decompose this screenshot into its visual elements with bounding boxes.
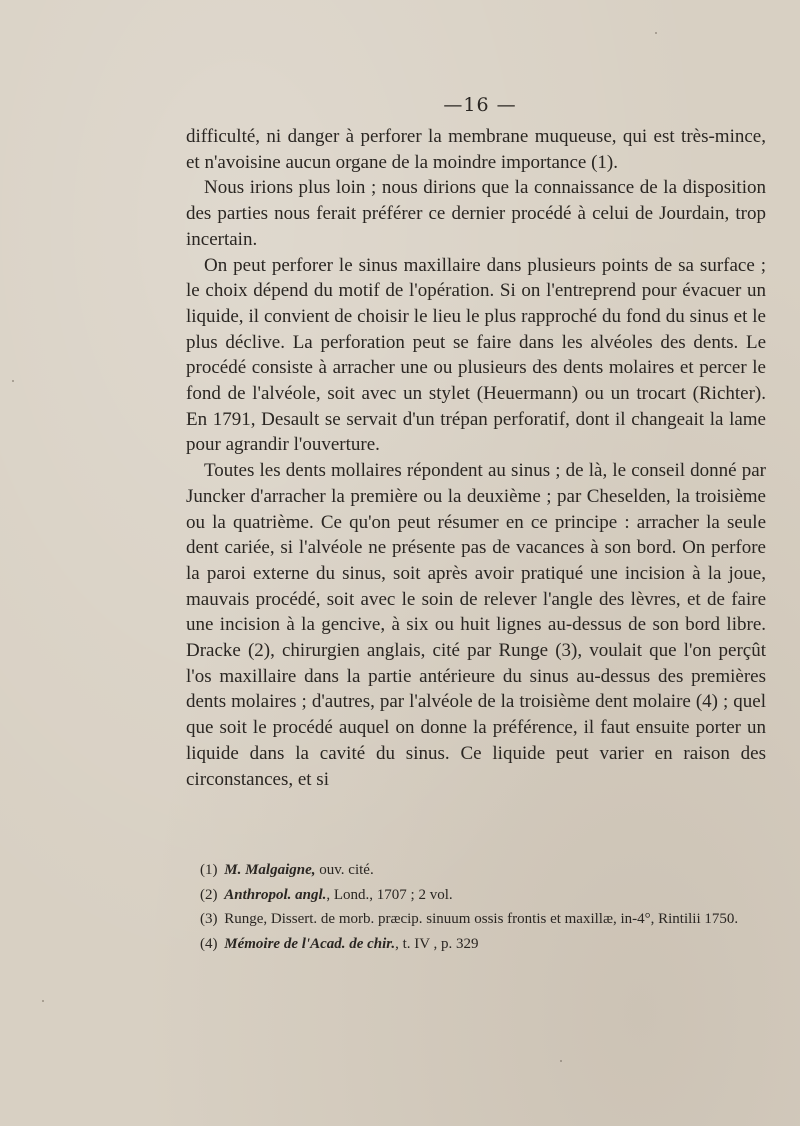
paper-speck xyxy=(42,1000,44,1002)
paper-speck xyxy=(655,32,657,34)
footnote-mark: (3) xyxy=(200,911,218,927)
footnote-citation: Anthropol. angl. xyxy=(224,886,327,903)
footnote-citation: Mémoire de l'Acad. de chir. xyxy=(224,935,396,952)
paper-speck xyxy=(12,380,14,382)
paragraph: Nous irions plus loin ; nous dirions que la connaissance de la disposition des parties nous ferait préférer ce dernier procédé à celui de Jourdain, trop incertain. xyxy=(186,177,766,250)
paper-speck xyxy=(560,1060,562,1062)
page-number: —16 — xyxy=(443,94,517,116)
footnote-citation: M. Malgaigne, xyxy=(224,862,316,878)
footnote xyxy=(200,932,780,957)
paragraph: Toutes les dents mollaires répondent au sinus ; de là, le conseil donné par Juncker d'arracher la première ou la deuxième ; par Cheselden, la troisième ou la quatrième. Ce qu'on peut résumer en ce principe : arracher la seule dent cariée, si l'alvéole ne présente pas de vacances à son bord. On perfore la paroi externe du sinus, soit après avoir pratiqué une incision à la joue, mauvais procédé, soit avec le soin de relever l'angle des lèvres, et de faire une incision à la gencive, à six ou huit lignes au-dessus de son bord libre. Dracke (2), chirurgien anglais, cité par Runge (3), voulait que l'on perçût l'os maxillaire dans la partie antérieure du sinus au-dessus des premières dents molaires ; d'autres, par l'alvéole de la troisième dent molaire (4) ; quel que soit le procédé auquel on donne la préférence, il faut ensuite porter un liquide dans la cavité du sinus. Ce liquide peut varier en raison des circonstances, et si xyxy=(186,460,766,790)
footnote-mark: (2) xyxy=(200,886,218,903)
footnotes xyxy=(200,858,780,956)
footnote-detail: Runge, Dissert. de morb. præcip. sinuum ossis frontis et maxillæ, in-4°, Rintilii 1750. xyxy=(224,911,739,927)
main-text xyxy=(186,124,766,792)
footnote-detail: , Lond., 1707 ; 2 vol. xyxy=(326,886,453,903)
paragraph: difficulté, ni danger à perforer la membrane muqueuse, qui est très-mince, et n'avoisine aucun organe de la moindre importance (1). xyxy=(186,126,766,173)
footnote xyxy=(200,858,780,883)
footnote xyxy=(200,883,780,908)
paragraph: On peut perforer le sinus maxillaire dans plusieurs points de sa surface ; le choix dépend du motif de l'opération. Si on l'entreprend pour évacuer un liquide, il convient de choisir le lieu le plus rapproché du fond du sinus et le plus déclive. La perforation peut se faire dans les alvéoles des dents. Le procédé consiste à arracher une ou plusieurs des dents molaires et percer le fond de l'alvéole, soit avec un stylet (Heuermann) ou un trocart (Richter). En 1791, Desault se servait d'un trépan perforatif, dont il changeait la lame pour agrandir l'ouverture. xyxy=(186,254,766,456)
footnote-detail: ouv. cité. xyxy=(315,862,374,878)
footnote-mark: (1) xyxy=(200,862,218,878)
footnote xyxy=(200,907,780,932)
footnote-mark: (4) xyxy=(200,935,218,952)
footnote-detail: , t. IV , p. 329 xyxy=(395,935,479,952)
